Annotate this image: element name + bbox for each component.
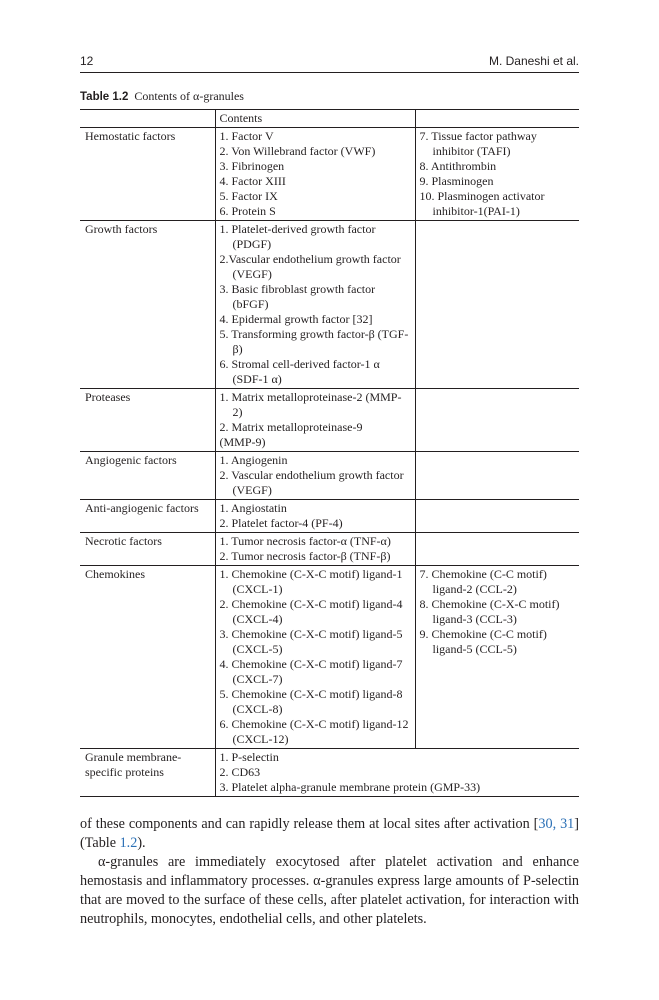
category-label: Hemostatic factors — [85, 129, 176, 143]
list-item: 9. Plasminogen — [419, 174, 494, 188]
contents-cell — [215, 500, 415, 533]
table-row — [80, 389, 579, 452]
list-item: 9. Chemokine (C-C motif) ligand-5 (CCL-5) — [419, 627, 547, 656]
table-title: Contents of α-granules — [134, 89, 244, 103]
category-label: Proteases — [85, 390, 131, 404]
contents-cell — [215, 221, 415, 389]
list-item: 5. Transforming growth factor-β (TGF-β) — [219, 327, 409, 356]
list-item: 10. Plasminogen activator inhibitor-1(PAI-1) — [419, 189, 545, 218]
list-item: 3. Basic fibroblast growth factor (bFGF) — [219, 282, 376, 311]
list-item: 4. Epidermal growth factor [32] — [219, 312, 373, 326]
contents-cell — [215, 749, 579, 797]
list-item: 4. Chemokine (C-X-C motif) ligand-7 (CXCL-7) — [219, 657, 403, 686]
list-item: 7. Chemokine (C-C motif) ligand-2 (CCL-2) — [419, 567, 547, 596]
category-label: Growth factors — [85, 222, 158, 236]
category-cell — [80, 533, 215, 566]
list-item: 6. Chemokine (C-X-C motif) ligand-12 (CXCL-12) — [219, 717, 409, 746]
contents-cell — [415, 533, 579, 566]
list-item: 8. Chemokine (C-X-C motif) ligand-3 (CCL-3) — [419, 597, 560, 626]
table-header-row — [80, 110, 579, 128]
body-text — [80, 815, 579, 929]
table-row — [80, 128, 579, 221]
category-label: Granule membrane- — [85, 750, 182, 764]
header-cell: Contents — [215, 110, 415, 128]
category-label: specific proteins — [85, 765, 164, 779]
list-item: 2. Matrix metalloproteinase-9 — [219, 420, 363, 434]
contents-cell — [415, 452, 579, 500]
contents-cell — [415, 500, 579, 533]
category-cell — [80, 128, 215, 221]
table-row — [80, 533, 579, 566]
list-item: 7. Tissue factor pathway inhibitor (TAFI) — [419, 129, 537, 158]
list-item: 5. Chemokine (C-X-C motif) ligand-8 (CXCL-8) — [219, 687, 403, 716]
list-item: 2.Vascular endothelium growth factor (VEGF) — [219, 252, 401, 281]
category-label: Chemokines — [85, 567, 145, 581]
category-label: Angiogenic factors — [85, 453, 177, 467]
category-cell — [80, 749, 215, 797]
paragraph — [80, 815, 579, 853]
contents-cell — [415, 566, 579, 749]
paragraph: α-granules are immediately exocytosed after platelet activation and enhance hemostasis and inflammatory processes. α-granules express large amounts of P-selectin that are moved to the surface of these cells, after platelet activation, for interaction with neutrophils, monocytes, endothelial cells, and other platelets. — [80, 854, 579, 927]
list-item: 1. Tumor necrosis factor-α (TNF-α) — [219, 534, 391, 548]
list-item: 2. Chemokine (C-X-C motif) ligand-4 (CXCL-4) — [219, 597, 403, 626]
category-cell — [80, 452, 215, 500]
header-cell — [415, 110, 579, 128]
text-run: ). — [137, 835, 146, 851]
list-item: 1. Factor V — [219, 129, 274, 143]
table-row — [80, 566, 579, 749]
contents-cell — [215, 533, 415, 566]
list-item: 2. Vascular endothelium growth factor (VEGF) — [219, 468, 404, 497]
contents-cell — [415, 128, 579, 221]
text-run: ] (Table — [80, 816, 579, 851]
table-body — [80, 128, 579, 797]
list-item: 5. Factor IX — [219, 189, 278, 203]
list-item: 2. Platelet factor-4 (PF-4) — [219, 516, 343, 530]
contents-cell — [215, 566, 415, 749]
table-row — [80, 221, 579, 389]
table-caption — [80, 89, 244, 104]
contents-cell — [415, 389, 579, 452]
list-item: 8. Antithrombin — [419, 159, 497, 173]
list-item: 1. Angiogenin — [219, 453, 288, 467]
running-header — [80, 52, 579, 73]
running-author: M. Daneshi et al. — [488, 54, 579, 68]
list-item: 6. Protein S — [219, 204, 276, 218]
table-row — [80, 749, 579, 797]
category-cell — [80, 500, 215, 533]
table-reference-link[interactable]: 1.2 — [119, 835, 138, 851]
list-item: 6. Stromal cell-derived factor-1 α (SDF-1 α) — [219, 357, 380, 386]
list-item: 1. Platelet-derived growth factor (PDGF) — [219, 222, 376, 251]
list-item: 1. Chemokine (C-X-C motif) ligand-1 (CXCL-1) — [219, 567, 403, 596]
category-label: Anti-angiogenic factors — [85, 501, 199, 515]
text-run: of these components and can rapidly release them at local sites after activation [ — [80, 816, 539, 832]
list-item: 3. Platelet alpha-granule membrane protein (GMP-33) — [219, 780, 481, 794]
category-cell — [80, 566, 215, 749]
list-item: 1. Angiostatin — [219, 501, 287, 515]
category-cell — [80, 389, 215, 452]
contents-cell — [215, 128, 415, 221]
table-label: Table 1.2 — [80, 91, 129, 103]
contents-cell — [215, 389, 415, 452]
list-item: 4. Factor XIII — [219, 174, 286, 188]
list-item: 2. CD63 — [219, 765, 261, 779]
list-item: 3. Chemokine (C-X-C motif) ligand-5 (CXCL-5) — [219, 627, 403, 656]
list-item: 3. Fibrinogen — [219, 159, 285, 173]
list-item: 2. Tumor necrosis factor-β (TNF-β) — [219, 549, 391, 563]
contents-cell — [215, 452, 415, 500]
table-row — [80, 500, 579, 533]
page-number: 12 — [80, 54, 94, 68]
list-item: 1. P-selectin — [219, 750, 279, 764]
alpha-granule-table — [80, 109, 579, 797]
list-item: 2. Von Willebrand factor (VWF) — [219, 144, 376, 158]
list-item: 1. Matrix metalloproteinase-2 (MMP-2) — [219, 390, 402, 419]
citation-link[interactable]: 30, 31 — [538, 816, 575, 832]
header-cell — [80, 110, 215, 128]
table-row — [80, 452, 579, 500]
contents-cell — [415, 221, 579, 389]
category-label: Necrotic factors — [85, 534, 162, 548]
list-item: (MMP-9) — [219, 435, 266, 449]
category-cell — [80, 221, 215, 389]
